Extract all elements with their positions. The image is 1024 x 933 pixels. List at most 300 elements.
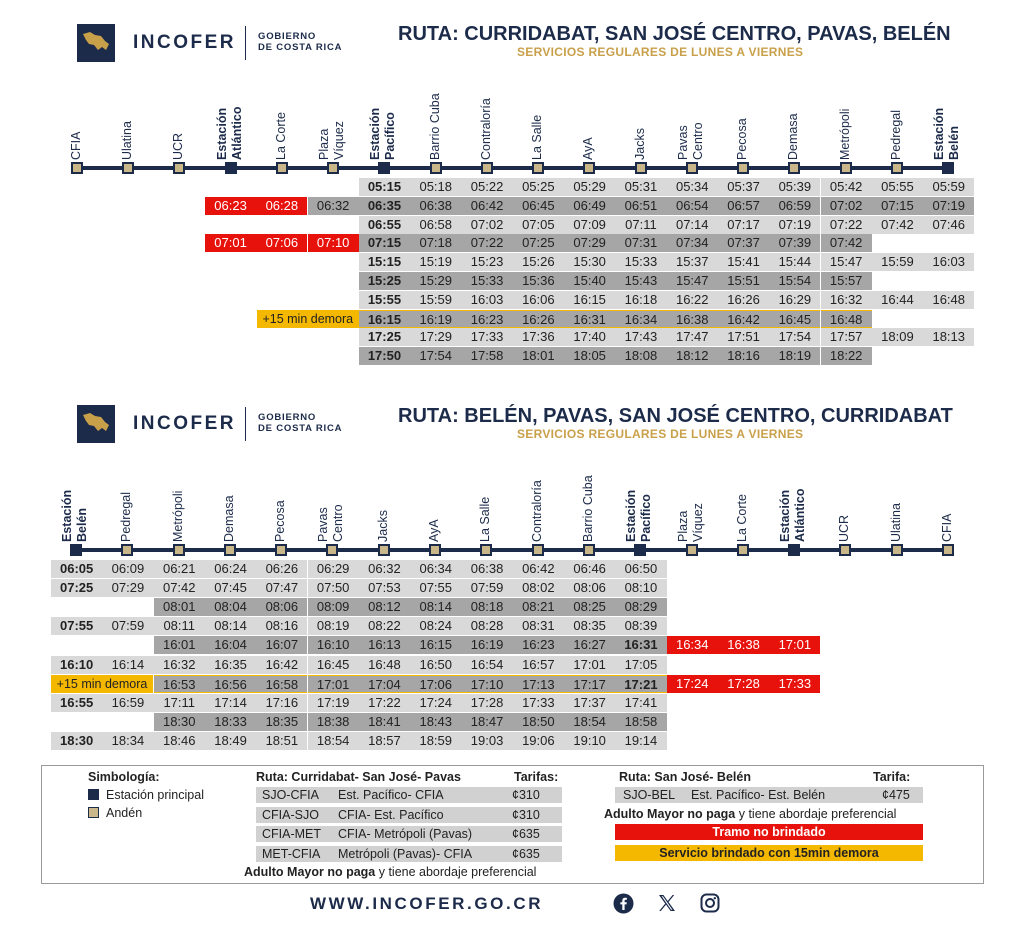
departure-time: 08:04	[205, 598, 256, 616]
costa-rica-map-icon	[77, 24, 115, 62]
departure-time: 17:10	[461, 675, 512, 693]
departure-time: 16:50	[410, 656, 461, 674]
departure-time: 07:17	[718, 216, 769, 234]
departure-time: 16:35	[205, 656, 256, 674]
departure-time: 18:13	[923, 328, 974, 346]
main-station-marker	[378, 162, 390, 174]
departure-time: 07:31	[615, 234, 666, 252]
departure-time: 15:44	[769, 253, 820, 271]
departure-time: 15:59	[410, 291, 461, 309]
route-1-trip-row	[0, 272, 1024, 290]
route-1-trip-row	[0, 310, 1024, 328]
departure-time: 15:57	[821, 272, 872, 290]
departure-time: 16:34	[667, 636, 718, 654]
departure-time: 17:01	[308, 675, 359, 693]
departure-time: 17:13	[513, 675, 564, 693]
departure-time: 05:55	[872, 178, 923, 196]
departure-time: 17:06	[410, 675, 461, 693]
platform-marker	[891, 162, 903, 174]
departure-time: 08:19	[308, 617, 359, 635]
departure-time: 16:27	[564, 636, 615, 654]
route-2-station-label: Plaza	[675, 510, 690, 542]
departure-time: 19:10	[564, 732, 615, 750]
departure-time: 16:14	[102, 656, 153, 674]
departure-time: 18:30	[154, 713, 205, 731]
route-2-station-label: Pacífico	[639, 494, 654, 542]
departure-time: 17:14	[205, 694, 256, 712]
departure-time: 18:01	[513, 347, 564, 365]
route-1-station-label: Belén	[947, 125, 961, 160]
main-station-marker	[634, 544, 646, 556]
departure-time: 06:59	[769, 197, 820, 215]
departure-time: 16:45	[769, 310, 820, 328]
brand-name: INCOFER	[133, 32, 236, 53]
departure-time: 16:34	[615, 310, 666, 328]
departure-time: 16:03	[923, 253, 974, 271]
legend-red-swatch: Tramo no brindado	[615, 824, 923, 840]
main-station-marker	[225, 162, 237, 174]
departure-time: 08:06	[256, 598, 307, 616]
route-1-trip-row	[0, 178, 1024, 196]
departure-time: 16:56	[205, 675, 256, 693]
route-2-station-label: Contraloría	[529, 480, 544, 542]
route-2-trip-row	[0, 636, 1024, 654]
departure-time: 15:29	[410, 272, 461, 290]
departure-time: 17:25	[359, 328, 410, 346]
platform-marker	[891, 544, 903, 556]
departure-time: 16:01	[154, 636, 205, 654]
platform-marker	[224, 544, 236, 556]
departure-time: 17:04	[359, 675, 410, 693]
departure-time: 16:10	[308, 636, 359, 654]
departure-time: 07:34	[667, 234, 718, 252]
government-label: GOBIERNO DE COSTA RICA	[258, 412, 343, 434]
route-2-station-label: Estación	[60, 489, 74, 542]
departure-time: 18:49	[205, 732, 256, 750]
departure-time: 16:13	[359, 636, 410, 654]
departure-time: 18:58	[615, 713, 666, 731]
departure-time: 18:41	[359, 713, 410, 731]
route-1-trip-row	[0, 216, 1024, 234]
departure-time: 16:31	[564, 310, 615, 328]
departure-time: 17:47	[667, 328, 718, 346]
departure-time: 08:14	[205, 617, 256, 635]
departure-time: 17:01	[564, 656, 615, 674]
departure-time: 19:06	[513, 732, 564, 750]
departure-time: 18:47	[461, 713, 512, 731]
senior-note-b: Adulto Mayor no paga y tiene abordaje preferencial	[604, 807, 897, 821]
main-station-marker	[942, 162, 954, 174]
departure-time: 18:46	[154, 732, 205, 750]
departure-time: 08:01	[154, 598, 205, 616]
departure-time: 16:19	[461, 636, 512, 654]
departure-time: 15:40	[564, 272, 615, 290]
departure-time: 15:59	[872, 253, 923, 271]
departure-time: 06:42	[513, 560, 564, 578]
departure-time: 18:30	[51, 732, 102, 750]
departure-time: 08:09	[308, 598, 359, 616]
platform-marker	[532, 544, 544, 556]
departure-time: 18:22	[821, 347, 872, 365]
departure-time: 15:47	[821, 253, 872, 271]
departure-time: 05:42	[821, 178, 872, 196]
departure-time: 17:54	[410, 347, 461, 365]
departure-time: 17:24	[667, 675, 718, 693]
platform-marker	[276, 162, 288, 174]
departure-time: 17:22	[359, 694, 410, 712]
route-a-title: Ruta: Curridabat- San José- Pavas	[256, 770, 461, 784]
departure-time: 15:23	[461, 253, 512, 271]
route-2-station-label: La Corte	[734, 494, 749, 542]
departure-time: 15:43	[615, 272, 666, 290]
departure-time: 07:10	[308, 234, 359, 252]
route-1-station-label: CFIA	[69, 131, 83, 160]
departure-time: 07:14	[667, 216, 718, 234]
route-1-trip-row	[0, 328, 1024, 346]
route-1-station-label: Estación	[932, 107, 946, 160]
main-station-icon	[88, 789, 99, 800]
departure-time: 05:34	[667, 178, 718, 196]
senior-note-a: Adulto Mayor no paga y tiene abordaje preferencial	[244, 865, 537, 879]
departure-time: 17:41	[615, 694, 666, 712]
departure-time: 06:35	[359, 197, 410, 215]
route-2-station-label: Demasa	[221, 495, 236, 542]
departure-time: 16:32	[821, 291, 872, 309]
departure-time: 17:37	[564, 694, 615, 712]
departure-time: 16:04	[205, 636, 256, 654]
route-1-station-label: Víquez	[332, 121, 347, 160]
departure-time: 08:29	[615, 598, 666, 616]
departure-time: 15:30	[564, 253, 615, 271]
departure-time: 18:12	[667, 347, 718, 365]
route-1-station-label: Jacks	[632, 128, 647, 160]
legend-platform: Andén	[88, 806, 142, 820]
departure-time: 07:25	[51, 579, 102, 597]
departure-time: 07:42	[872, 216, 923, 234]
platform-marker	[583, 544, 595, 556]
route-a-fares-title: Tarifas:	[514, 770, 559, 784]
departure-time: 08:31	[513, 617, 564, 635]
route-2-station-label: Metrópoli	[170, 490, 185, 542]
departure-time: 17:40	[564, 328, 615, 346]
fare-row: SJO-BEL Est. Pacífico- Est. Belén ¢475	[615, 787, 923, 803]
departure-time: 06:23	[205, 197, 256, 215]
departure-time: 06:28	[256, 197, 307, 215]
platform-marker	[839, 544, 851, 556]
platform-marker	[532, 162, 544, 174]
departure-time: 16:15	[564, 291, 615, 309]
x-icon[interactable]	[657, 893, 677, 918]
legend-box	[41, 765, 984, 884]
departure-time: 06:50	[615, 560, 666, 578]
departure-time: 05:39	[769, 178, 820, 196]
route-1-station-label: Estación	[214, 107, 229, 160]
route-1-station-label: Pavas	[675, 125, 690, 160]
departure-time: 08:18	[461, 598, 512, 616]
departure-time: 15:36	[513, 272, 564, 290]
departure-time: 16:42	[256, 656, 307, 674]
departure-time: 16:26	[513, 310, 564, 328]
departure-time: 17:28	[718, 675, 769, 693]
departure-time: 07:01	[205, 234, 256, 252]
departure-time: 05:59	[923, 178, 974, 196]
instagram-icon[interactable]	[700, 893, 720, 918]
platform-marker	[378, 544, 390, 556]
route-2-title: RUTA: BELÉN, PAVAS, SAN JOSÉ CENTRO, CURRIDABAT	[398, 405, 953, 427]
departure-time: 06:38	[461, 560, 512, 578]
route-2-station-label: Pecosa	[273, 500, 288, 542]
platform-marker	[481, 162, 493, 174]
departure-time: 07:42	[154, 579, 205, 597]
departure-time: 06:34	[410, 560, 461, 578]
route-1-station-label: La Salle	[530, 114, 545, 160]
route-2-station-label: Estación	[624, 489, 639, 542]
platform-marker	[326, 544, 338, 556]
departure-time: 18:34	[102, 732, 153, 750]
route-2-station-label: Ulatina	[888, 503, 903, 542]
platform-marker	[480, 544, 492, 556]
departure-time: 16:06	[513, 291, 564, 309]
departure-time: 07:55	[51, 617, 102, 635]
departure-time: 07:25	[513, 234, 564, 252]
fare-row: MET-CFIA Metrópoli (Pavas)- CFIA ¢635	[256, 846, 562, 862]
route-1-station-label: Pedregal	[888, 109, 903, 160]
departure-time: 15:54	[769, 272, 820, 290]
departure-time: 08:10	[615, 579, 666, 597]
departure-time: 05:29	[564, 178, 615, 196]
track-line	[77, 166, 948, 170]
departure-time: 07:19	[769, 216, 820, 234]
departure-time: 06:26	[256, 560, 307, 578]
departure-time: 18:38	[308, 713, 359, 731]
departure-time: 17:21	[615, 675, 666, 693]
route-2-station-label: Belén	[75, 507, 89, 542]
route-1-station-label: Atlántico	[229, 106, 244, 160]
departure-time: 17:43	[615, 328, 666, 346]
departure-time: 16:55	[51, 694, 102, 712]
departure-time: 08:21	[513, 598, 564, 616]
route-2-station-label: Centro	[331, 504, 346, 542]
route-1-station-label: AyA	[581, 137, 596, 160]
departure-time: 15:33	[615, 253, 666, 271]
route-1-trip-row	[0, 347, 1024, 365]
route-1-station-label: Demasa	[786, 113, 801, 160]
fare-row: CFIA-SJO CFIA- Est. Pacífico ¢310	[256, 807, 562, 823]
departure-time: 06:42	[461, 197, 512, 215]
departure-time: 16:42	[718, 310, 769, 328]
platform-marker	[788, 162, 800, 174]
departure-time: 07:47	[256, 579, 307, 597]
departure-time: 06:57	[718, 197, 769, 215]
departure-time: 16:38	[718, 636, 769, 654]
platform-marker	[430, 162, 442, 174]
symbology-title: Simbología:	[88, 770, 160, 784]
departure-time: 07:22	[461, 234, 512, 252]
departure-time: 16:32	[154, 656, 205, 674]
departure-time: 06:24	[205, 560, 256, 578]
departure-time: 07:05	[513, 216, 564, 234]
departure-time: 07:22	[821, 216, 872, 234]
departure-time: 08:11	[154, 617, 205, 635]
departure-time: 17:28	[461, 694, 512, 712]
route-1-station-label: Estación	[368, 107, 383, 160]
route-2-trip-row	[0, 598, 1024, 616]
departure-time: 08:02	[513, 579, 564, 597]
departure-time: 17:01	[769, 636, 820, 654]
departure-time: 16:07	[256, 636, 307, 654]
route-2-trip-row	[0, 656, 1024, 674]
departure-time: 15:15	[359, 253, 410, 271]
route-1-trip-row	[0, 291, 1024, 309]
departure-time: 05:15	[359, 178, 410, 196]
departure-time: 16:26	[718, 291, 769, 309]
departure-time: 18:57	[359, 732, 410, 750]
departure-time: 15:47	[667, 272, 718, 290]
departure-time: 16:53	[154, 675, 205, 693]
departure-time: 06:21	[154, 560, 205, 578]
departure-time: 15:41	[718, 253, 769, 271]
departure-time: 17:17	[564, 675, 615, 693]
departure-time: 16:48	[359, 656, 410, 674]
departure-time: 06:38	[410, 197, 461, 215]
departure-time: 07:37	[718, 234, 769, 252]
route-1-station-label: Plaza	[317, 128, 332, 160]
departure-time: 08:25	[564, 598, 615, 616]
departure-time: 15:19	[410, 253, 461, 271]
departure-time: 06:49	[564, 197, 615, 215]
departure-time: 07:02	[461, 216, 512, 234]
departure-time: 15:37	[667, 253, 718, 271]
platform-marker	[173, 162, 185, 174]
route-b-fare-title: Tarifa:	[873, 770, 911, 784]
departure-time: 07:42	[821, 234, 872, 252]
route-1-station-label: Pecosa	[735, 118, 750, 160]
departure-time: 19:14	[615, 732, 666, 750]
departure-time: 08:06	[564, 579, 615, 597]
platform-marker	[275, 544, 287, 556]
departure-time: 06:29	[308, 560, 359, 578]
departure-time: 17:33	[769, 675, 820, 693]
departure-time: 16:44	[872, 291, 923, 309]
departure-time: 18:51	[256, 732, 307, 750]
route-2-station-label: Pedregal	[119, 491, 134, 542]
departure-time: 08:14	[410, 598, 461, 616]
platform-marker	[686, 544, 698, 556]
route-2-station-label: Víquez	[690, 503, 705, 542]
departure-time: 18:19	[769, 347, 820, 365]
legend-yellow-swatch: Servicio brindado con 15min demora	[615, 845, 923, 861]
platform-marker	[327, 162, 339, 174]
departure-time: 07:09	[564, 216, 615, 234]
route-2-station-label: CFIA	[940, 513, 954, 542]
main-station-marker	[70, 544, 82, 556]
departure-time: 07:53	[359, 579, 410, 597]
route-2-station-label: AyA	[427, 519, 442, 542]
departure-time: 17:33	[461, 328, 512, 346]
departure-time: 19:03	[461, 732, 512, 750]
platform-marker	[737, 544, 749, 556]
route-1-trip-row	[0, 234, 1024, 252]
platform-marker	[173, 544, 185, 556]
route-1-station-label: UCR	[171, 132, 186, 160]
platform-marker	[686, 162, 698, 174]
departure-time: 08:28	[461, 617, 512, 635]
departure-time: 07:18	[410, 234, 461, 252]
fare-row: SJO-CFIA Est. Pacífico- CFIA ¢310	[256, 787, 562, 803]
website-link[interactable]: WWW.INCOFER.GO.CR	[310, 894, 544, 913]
departure-time: 17:29	[410, 328, 461, 346]
departure-time: 18:59	[410, 732, 461, 750]
departure-time: 06:51	[615, 197, 666, 215]
departure-time: 07:15	[872, 197, 923, 215]
departure-time: 07:50	[308, 579, 359, 597]
departure-time: 07:59	[102, 617, 153, 635]
departure-time: 06:58	[410, 216, 461, 234]
departure-time: 06:32	[308, 197, 359, 215]
departure-time: 16:23	[513, 636, 564, 654]
platform-marker	[429, 544, 441, 556]
platform-marker	[121, 544, 133, 556]
departure-time: 08:22	[359, 617, 410, 635]
departure-time: 08:24	[410, 617, 461, 635]
route-1-station-label: Barrio Cuba	[427, 93, 442, 160]
route-2-trip-row	[0, 617, 1024, 635]
departure-time: 08:16	[256, 617, 307, 635]
departure-time: 17:36	[513, 328, 564, 346]
departure-time: 15:51	[718, 272, 769, 290]
route-2-subtitle: SERVICIOS REGULARES DE LUNES A VIERNES	[517, 427, 804, 441]
departure-time: 18:43	[410, 713, 461, 731]
platform-marker	[840, 162, 852, 174]
route-1-subtitle: SERVICIOS REGULARES DE LUNES A VIERNES	[517, 45, 804, 59]
departure-time: 08:12	[359, 598, 410, 616]
route-1-station-label: La Corte	[273, 112, 288, 160]
departure-time: 05:37	[718, 178, 769, 196]
delay-note: +15 min demora	[257, 310, 359, 328]
facebook-icon[interactable]	[613, 893, 634, 919]
departure-time: 16:19	[410, 310, 461, 328]
departure-time: 17:19	[308, 694, 359, 712]
departure-time: 07:29	[564, 234, 615, 252]
departure-time: 16:38	[667, 310, 718, 328]
departure-time: 08:35	[564, 617, 615, 635]
departure-time: 06:55	[359, 216, 410, 234]
departure-time: 16:45	[308, 656, 359, 674]
departure-time: 07:19	[923, 197, 974, 215]
departure-time: 05:22	[461, 178, 512, 196]
route-1-trip-row	[0, 197, 1024, 215]
departure-time: 06:05	[51, 560, 102, 578]
departure-time: 17:54	[769, 328, 820, 346]
departure-time: 07:29	[102, 579, 153, 597]
departure-time: 16:15	[359, 310, 410, 328]
departure-time: 06:54	[667, 197, 718, 215]
platform-marker	[583, 162, 595, 174]
departure-time: 15:33	[461, 272, 512, 290]
departure-time: 16:18	[615, 291, 666, 309]
main-station-marker	[788, 544, 800, 556]
departure-time: 07:46	[923, 216, 974, 234]
departure-time: 05:25	[513, 178, 564, 196]
departure-time: 16:22	[667, 291, 718, 309]
departure-time: 07:15	[359, 234, 410, 252]
departure-time: 07:45	[205, 579, 256, 597]
departure-time: 16:59	[102, 694, 153, 712]
government-label: GOBIERNO DE COSTA RICA	[258, 31, 343, 53]
departure-time: 17:51	[718, 328, 769, 346]
route-1-title: RUTA: CURRIDABAT, SAN JOSÉ CENTRO, PAVAS, BELÉN	[398, 23, 951, 45]
route-1-station-label: Centro	[690, 122, 705, 160]
